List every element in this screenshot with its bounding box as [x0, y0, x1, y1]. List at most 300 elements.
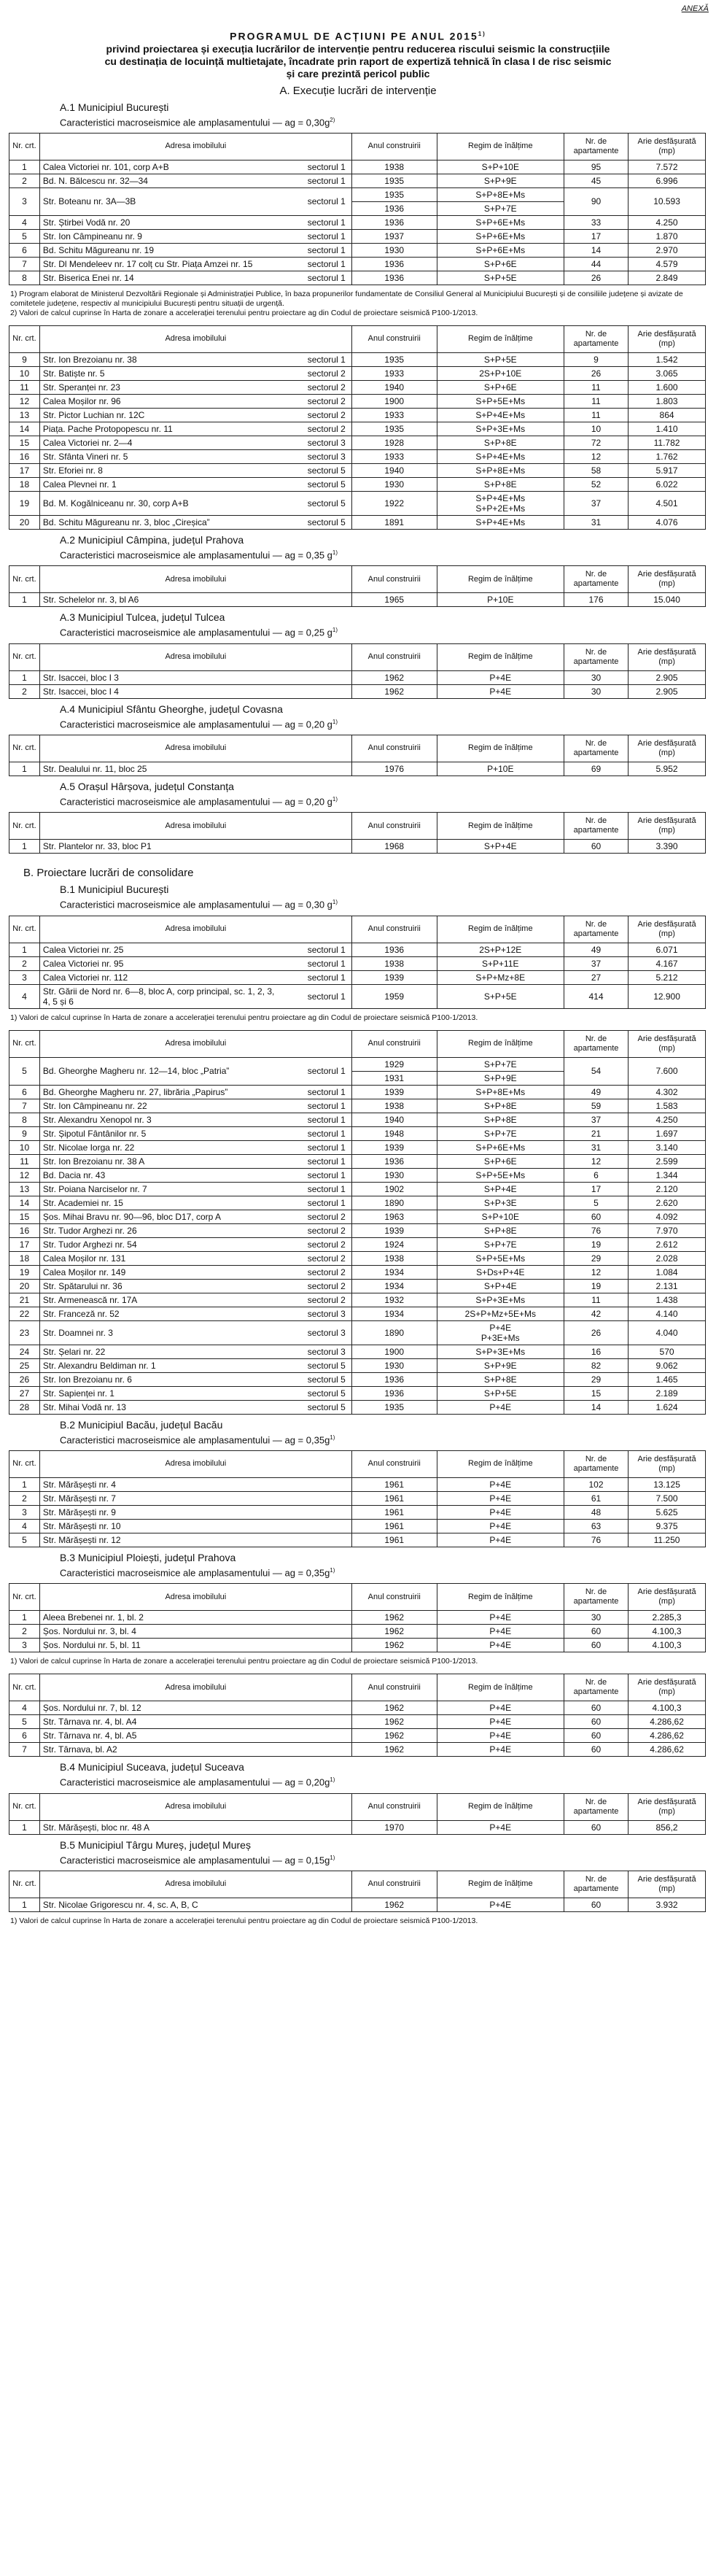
row-number: 7	[9, 257, 40, 271]
table-row	[9, 187, 706, 215]
address-text: Str. Tudor Arghezi nr. 26	[42, 1225, 137, 1236]
height-regime-cell	[437, 1372, 564, 1386]
year-value: 1933	[384, 451, 405, 462]
apartments-count: 60	[564, 1715, 628, 1729]
year-value: 1961	[384, 1520, 405, 1531]
year-cell	[351, 1639, 437, 1652]
seismic-text: Caracteristici macroseismice ale amplasamentului — ag = 0,30 g	[60, 899, 332, 910]
address-cell	[39, 1279, 351, 1293]
height-regime-cell	[437, 271, 564, 285]
year-cell	[351, 1358, 437, 1372]
column-header: Nr. crt.	[9, 1871, 40, 1898]
built-area: 2.849	[629, 271, 706, 285]
year-cell	[351, 1168, 437, 1182]
buildings-table	[9, 735, 706, 776]
height-regime-value: S+P+4E	[483, 1280, 517, 1291]
column-header: Nr. crt.	[9, 735, 40, 762]
address-cell	[39, 1505, 351, 1519]
year-cell	[351, 1611, 437, 1625]
document-content	[7, 101, 709, 1926]
year-cell	[351, 215, 437, 229]
height-regime-cell	[437, 1196, 564, 1210]
year-cell	[351, 352, 437, 366]
footnote: 1) Valori de calcul cuprinse în Harta de zonare a accelerației terenului pentru proiectare ag din Codul de proiectare seismică P100-1/2013.	[10, 1657, 478, 1666]
row-number: 13	[9, 1182, 40, 1196]
footnote-mark: 2)	[330, 116, 335, 123]
column-header: Anul construirii	[351, 1871, 437, 1898]
height-regime-cell	[437, 943, 564, 956]
sector-label: sectorul 2	[307, 1211, 346, 1222]
section-a-heading: A. Execuție lucrări de intervenție	[279, 84, 437, 97]
column-header: Nr. de apartamente	[564, 916, 628, 943]
year-value: 1962	[384, 1612, 405, 1623]
year-cell	[351, 1625, 437, 1639]
height-regime-value: S+P+4E+Ms	[475, 492, 526, 503]
apartments-count: 10	[564, 422, 628, 436]
row-number: 15	[9, 1210, 40, 1223]
height-regime-value: P+10E	[487, 595, 514, 606]
address-cell	[39, 463, 351, 477]
built-area: 10.593	[629, 187, 706, 215]
row-number: 10	[9, 1140, 40, 1154]
year-cell	[351, 1386, 437, 1400]
apartments-count: 14	[564, 243, 628, 257]
height-regime-value: P+4E	[489, 1899, 512, 1910]
built-area: 5.917	[629, 463, 706, 477]
year-value: 1935	[384, 423, 405, 434]
column-header: Nr. de apartamente	[564, 133, 628, 160]
address-text: Str. Târnava nr. 4, bl. A4	[42, 1717, 137, 1728]
column-header: Arie desfășurată (mp)	[629, 325, 706, 352]
column-header: Anul construirii	[351, 1450, 437, 1477]
apartments-count: 29	[564, 1372, 628, 1386]
year-value: 1948	[384, 1128, 405, 1139]
apartments-count: 14	[564, 1400, 628, 1414]
apartments-count: 30	[564, 670, 628, 684]
table-row	[9, 1345, 706, 1358]
height-regime-cell	[437, 408, 564, 422]
table-row	[9, 1491, 706, 1505]
year-cell	[351, 1057, 437, 1085]
address-cell	[39, 956, 351, 970]
address-cell	[39, 840, 351, 854]
row-number: 6	[9, 243, 40, 257]
year-value: 1962	[384, 1730, 405, 1741]
apartments-count: 60	[564, 1701, 628, 1715]
year-cell	[351, 160, 437, 174]
year-value: 1933	[384, 368, 405, 379]
table-header-row	[9, 1584, 706, 1611]
row-number: 21	[9, 1293, 40, 1307]
table-row	[9, 1279, 706, 1293]
table-row	[9, 174, 706, 187]
cell-divider	[437, 201, 564, 202]
sector-label: sectorul 5	[307, 479, 346, 490]
height-regime-cell	[437, 1293, 564, 1307]
address-cell	[39, 762, 351, 775]
height-regime-value: S+P+7E	[483, 1239, 517, 1250]
table-header-row	[9, 813, 706, 840]
built-area: 4.100,3	[629, 1625, 706, 1639]
column-header: Regim de înălțime	[437, 643, 564, 670]
address-cell	[39, 449, 351, 463]
address-text: Str. Gării de Nord nr. 6—8, bloc A, corp principal, sc. 1, 2, 3, 4, 5 și 6	[42, 986, 275, 1007]
row-number: 1	[9, 943, 40, 956]
seismic-characteristics	[60, 716, 709, 730]
table-header-row	[9, 735, 706, 762]
sector-label: sectorul 2	[307, 1294, 346, 1305]
height-regime-cell	[437, 1533, 564, 1547]
height-regime-value: P+4E	[489, 1401, 512, 1412]
column-header: Anul construirii	[351, 735, 437, 762]
seismic-characteristics	[60, 546, 709, 561]
table-row	[9, 215, 706, 229]
height-regime-value: P+4E	[489, 1822, 512, 1833]
year-value: 1936	[384, 1374, 405, 1385]
column-header: Nr. crt.	[9, 325, 40, 352]
address-cell	[39, 1126, 351, 1140]
table-row	[9, 1168, 706, 1182]
address-text: Str. Nicolae Iorga nr. 22	[42, 1142, 135, 1153]
row-number: 2	[9, 174, 40, 187]
address-text: Bd. M. Kogălniceanu nr. 30, corp A+B	[42, 498, 189, 508]
address-text: Str. Ion Brezoianu nr. 6	[42, 1374, 132, 1385]
row-number: 1	[9, 593, 40, 607]
table-header-row	[9, 325, 706, 352]
height-regime-value-2: S+P+9E	[483, 1072, 517, 1083]
address-cell	[39, 1533, 351, 1547]
built-area: 4.040	[629, 1320, 706, 1345]
height-regime-value: S+P+5E	[483, 991, 517, 1002]
address-cell	[39, 1898, 351, 1911]
built-area: 4.250	[629, 1113, 706, 1126]
table-row	[9, 1293, 706, 1307]
year-value: 1930	[384, 244, 405, 255]
seismic-text: Caracteristici macroseismice ale amplasamentului — ag = 0,15g	[60, 1854, 330, 1865]
apartments-count: 12	[564, 1265, 628, 1279]
built-area: 6.996	[629, 174, 706, 187]
row-number: 4	[9, 984, 40, 1008]
apartments-count: 44	[564, 257, 628, 271]
built-area: 1.465	[629, 1372, 706, 1386]
row-number: 17	[9, 463, 40, 477]
address-cell	[39, 593, 351, 607]
address-text: Piața. Pache Protopopescu nr. 11	[42, 423, 173, 434]
table-header-row	[9, 1871, 706, 1898]
address-cell	[39, 984, 351, 1008]
year-value: 1936	[384, 944, 405, 955]
apartments-count: 60	[564, 1898, 628, 1911]
row-number: 1	[9, 160, 40, 174]
address-text: Str. Mărășești nr. 12	[42, 1534, 121, 1545]
apartments-count: 6	[564, 1168, 628, 1182]
height-regime-value: S+P+7E	[483, 1059, 517, 1070]
year-value: 1938	[384, 958, 405, 969]
title-line-1: PROGRAMUL DE ACȚIUNI PE ANUL 2015	[230, 30, 478, 42]
built-area: 2.028	[629, 1251, 706, 1265]
height-regime-cell	[437, 670, 564, 684]
address-text: Str. Eforiei nr. 8	[42, 465, 103, 476]
row-number: 1	[9, 1611, 40, 1625]
table-row	[9, 1372, 706, 1386]
address-cell	[39, 1057, 351, 1085]
column-header: Nr. crt.	[9, 643, 40, 670]
built-area: 4.100,3	[629, 1701, 706, 1715]
year-cell	[351, 271, 437, 285]
address-cell	[39, 1701, 351, 1715]
table-row	[9, 840, 706, 854]
built-area: 2.905	[629, 670, 706, 684]
apartments-count: 76	[564, 1533, 628, 1547]
height-regime-cell	[437, 1279, 564, 1293]
address-text: Str. Alexandru Beldiman nr. 1	[42, 1360, 156, 1371]
address-text: Str. Boteanu nr. 3A—3B	[42, 196, 136, 207]
year-value: 1963	[384, 1211, 405, 1222]
height-regime-cell	[437, 380, 564, 394]
table-row	[9, 670, 706, 684]
built-area: 9.062	[629, 1358, 706, 1372]
height-regime-cell	[437, 174, 564, 187]
address-text: Șos. Mihai Bravu nr. 90—96, bloc D17, corp A	[42, 1211, 222, 1222]
built-area: 4.100,3	[629, 1639, 706, 1652]
year-value: 1962	[384, 1744, 405, 1755]
column-header: Arie desfășurată (mp)	[629, 643, 706, 670]
column-header: Nr. de apartamente	[564, 566, 628, 593]
year-value: 1890	[384, 1197, 405, 1208]
apartments-count: 11	[564, 380, 628, 394]
built-area: 11.250	[629, 1533, 706, 1547]
address-text: Bd. N. Bălcescu nr. 32—34	[42, 175, 148, 186]
year-cell	[351, 1140, 437, 1154]
built-area: 7.600	[629, 1057, 706, 1085]
height-regime-cell	[437, 463, 564, 477]
address-cell	[39, 1358, 351, 1372]
table-row	[9, 352, 706, 366]
column-header: Regim de înălțime	[437, 1030, 564, 1057]
year-cell	[351, 422, 437, 436]
address-text: Bd. Gheorghe Magheru nr. 27, librăria „Papirus”	[42, 1086, 228, 1097]
height-regime-value: S+Ds+P+4E	[476, 1266, 525, 1277]
height-regime-value: P+4E	[489, 1730, 512, 1741]
seismic-text: Caracteristici macroseismice ale amplasamentului — ag = 0,35g	[60, 1567, 330, 1579]
footnote-mark: 1)	[330, 1776, 335, 1784]
apartments-count: 45	[564, 174, 628, 187]
row-number: 12	[9, 394, 40, 408]
table-row	[9, 1182, 706, 1196]
height-regime-value: S+P+8E	[483, 437, 517, 448]
sector-label: sectorul 1	[307, 231, 346, 241]
year-cell	[351, 257, 437, 271]
table-row	[9, 1611, 706, 1625]
address-text: Str. Mărășești nr. 10	[42, 1520, 121, 1531]
row-number: 14	[9, 422, 40, 436]
apartments-count: 31	[564, 515, 628, 529]
year-value: 1961	[384, 1506, 405, 1517]
height-regime-value: S+P+3E+Ms	[475, 1294, 526, 1305]
address-cell	[39, 1491, 351, 1505]
height-regime-cell	[437, 1386, 564, 1400]
height-regime-cell	[437, 1057, 564, 1085]
address-text: Str. Franceză nr. 52	[42, 1308, 120, 1319]
apartments-count: 21	[564, 1126, 628, 1140]
address-text: Str. Alexandru Xenopol nr. 3	[42, 1114, 152, 1125]
column-header: Nr. de apartamente	[564, 643, 628, 670]
address-text: Str. Dealului nr. 11, bloc 25	[42, 763, 147, 774]
year-cell	[351, 515, 437, 529]
apartments-count: 9	[564, 352, 628, 366]
apartments-count: 60	[564, 840, 628, 854]
column-header: Anul construirii	[351, 1030, 437, 1057]
row-number: 7	[9, 1099, 40, 1113]
year-value: 1930	[384, 479, 405, 490]
column-header: Arie desfășurată (mp)	[629, 1793, 706, 1820]
height-regime-value: S+P+6E	[483, 258, 517, 269]
table-row	[9, 1223, 706, 1237]
column-header: Regim de înălțime	[437, 1584, 564, 1611]
height-regime-value: P+4E	[489, 1506, 512, 1517]
year-cell	[351, 366, 437, 380]
year-value: 1936	[384, 272, 405, 283]
year-cell	[351, 1477, 437, 1491]
address-text: Str. Poiana Narciselor nr. 7	[42, 1183, 147, 1194]
height-regime-value: 2S+P+12E	[479, 944, 522, 955]
row-number: 7	[9, 1743, 40, 1757]
address-text: Str. Batiște nr. 5	[42, 368, 105, 379]
sector-label: sectorul 1	[307, 972, 346, 983]
year-value-2: 1931	[384, 1072, 405, 1083]
row-number: 2	[9, 1491, 40, 1505]
height-regime-cell	[437, 1715, 564, 1729]
column-header: Anul construirii	[351, 325, 437, 352]
row-number: 1	[9, 1477, 40, 1491]
row-number: 19	[9, 491, 40, 515]
row-number: 18	[9, 477, 40, 491]
column-header: Adresa imobilului	[39, 813, 351, 840]
address-cell	[39, 1237, 351, 1251]
height-regime-value: S+P+7E	[483, 1128, 517, 1139]
height-regime-value: S+P+11E	[482, 958, 519, 969]
built-area: 1.344	[629, 1168, 706, 1182]
column-header: Anul construirii	[351, 643, 437, 670]
apartments-count: 54	[564, 1057, 628, 1085]
row-number: 5	[9, 1715, 40, 1729]
built-area: 2.285,3	[629, 1611, 706, 1625]
column-header: Adresa imobilului	[39, 1871, 351, 1898]
row-number: 22	[9, 1307, 40, 1320]
column-header: Arie desfășurată (mp)	[629, 735, 706, 762]
height-regime-value: S+P+5E	[483, 272, 517, 283]
height-regime-value: S+P+9E	[483, 1360, 517, 1371]
built-area: 6.022	[629, 477, 706, 491]
address-text: Str. Schelelor nr. 3, bl A6	[42, 595, 139, 606]
footnote-mark: 1)	[332, 718, 338, 725]
address-text: Str. Târnava, bl. A2	[42, 1744, 117, 1755]
table-header-row	[9, 1030, 706, 1057]
year-value: 1962	[384, 672, 405, 683]
sector-label: sectorul 3	[307, 437, 346, 448]
year-value: 1930	[384, 1360, 405, 1371]
address-text: Bd. Schitu Măgureanu nr. 3, bloc „Cireșica”	[42, 517, 210, 527]
height-regime-cell	[437, 1611, 564, 1625]
column-header: Regim de înălțime	[437, 1871, 564, 1898]
height-regime-value: P+4E	[489, 1322, 512, 1333]
sector-label: sectorul 2	[307, 1266, 346, 1277]
sector-label: sectorul 1	[307, 354, 346, 365]
table-row	[9, 408, 706, 422]
address-cell	[39, 1400, 351, 1414]
row-number: 5	[9, 1533, 40, 1547]
address-cell	[39, 970, 351, 984]
height-regime-value: S+P+3E+Ms	[475, 1346, 526, 1357]
built-area: 5.952	[629, 762, 706, 775]
sector-label: sectorul 5	[307, 1374, 346, 1385]
address-text: Bd. Dacia nr. 43	[42, 1169, 106, 1180]
height-regime-value: S+P+8E	[483, 479, 517, 490]
address-cell	[39, 366, 351, 380]
seismic-characteristics	[60, 114, 709, 128]
row-number: 15	[9, 436, 40, 449]
height-regime-value: S+P+10E	[481, 161, 519, 172]
built-area: 2.905	[629, 684, 706, 698]
seismic-characteristics	[60, 624, 709, 638]
table-row	[9, 1237, 706, 1251]
buildings-table	[9, 1674, 706, 1757]
year-value: 1961	[384, 1479, 405, 1490]
address-cell	[39, 422, 351, 436]
year-cell	[351, 1519, 437, 1533]
row-number: 18	[9, 1251, 40, 1265]
row-number: 3	[9, 187, 40, 215]
buildings-table	[9, 812, 706, 854]
address-text: Str. Isaccei, bloc I 4	[42, 686, 119, 697]
column-header: Nr. de apartamente	[564, 1030, 628, 1057]
height-regime-cell	[437, 1701, 564, 1715]
address-cell	[39, 491, 351, 515]
apartments-count: 102	[564, 1477, 628, 1491]
footnote-mark: 1)	[332, 899, 338, 906]
table-row	[9, 366, 706, 380]
column-header: Arie desfășurată (mp)	[629, 133, 706, 160]
apartments-count: 61	[564, 1491, 628, 1505]
table-row	[9, 1639, 706, 1652]
height-regime-value: S+P+3E	[483, 1197, 517, 1208]
address-text: Str. Ion Brezoianu nr. 38	[42, 354, 137, 365]
year-value: 1962	[384, 1717, 405, 1728]
built-area: 15.040	[629, 593, 706, 607]
built-area: 1.870	[629, 229, 706, 243]
year-cell	[351, 1126, 437, 1140]
row-number: 13	[9, 408, 40, 422]
apartments-count: 60	[564, 1729, 628, 1743]
height-regime-cell	[437, 1505, 564, 1519]
height-regime-value-2: S+P+2E+Ms	[475, 503, 526, 514]
height-regime-value: S+P+6E	[483, 1156, 517, 1167]
height-regime-cell	[437, 187, 564, 215]
row-number: 28	[9, 1400, 40, 1414]
year-cell	[351, 1210, 437, 1223]
row-number: 3	[9, 1505, 40, 1519]
apartments-count: 26	[564, 271, 628, 285]
column-header: Arie desfășurată (mp)	[629, 1450, 706, 1477]
built-area: 1.600	[629, 380, 706, 394]
seismic-characteristics	[60, 896, 709, 910]
seismic-text: Caracteristici macroseismice ale amplasamentului — ag = 0,35 g	[60, 549, 332, 561]
built-area: 2.120	[629, 1182, 706, 1196]
year-value: 1959	[384, 991, 405, 1002]
buildings-table	[9, 1030, 706, 1415]
table-row	[9, 449, 706, 463]
column-header: Nr. crt.	[9, 133, 40, 160]
